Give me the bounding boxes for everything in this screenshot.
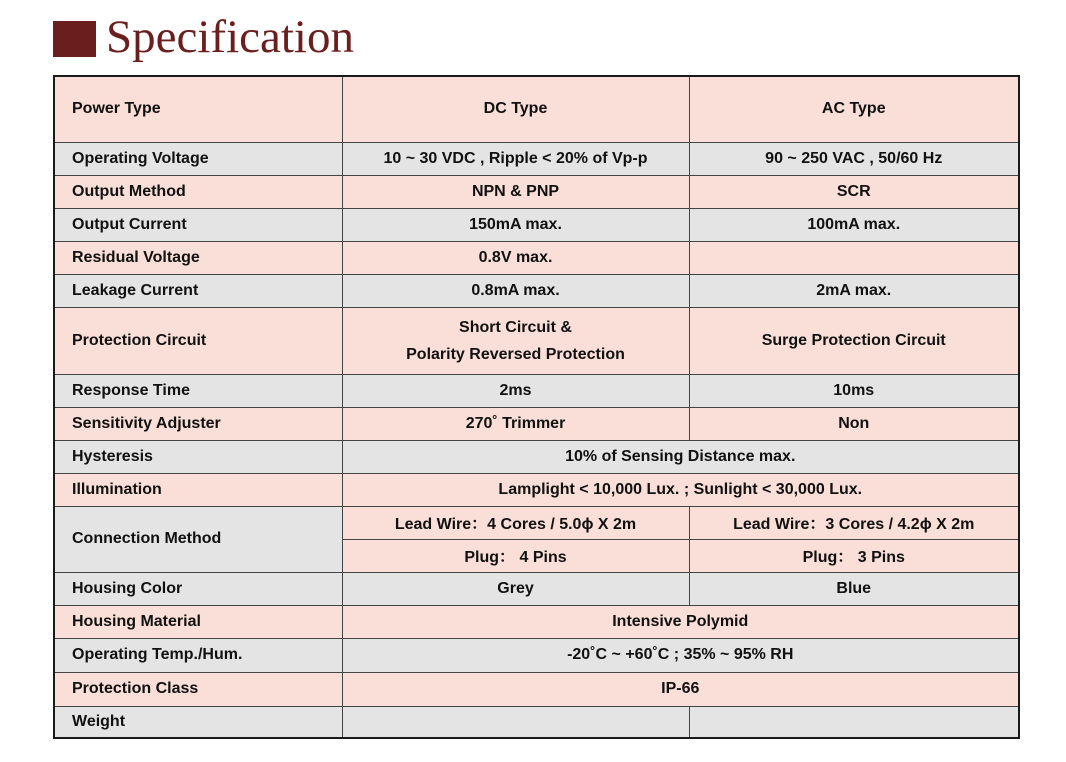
cell-dc: 0.8mA max.	[342, 274, 689, 307]
column-header-dc: DC Type	[342, 76, 689, 142]
row-label: Housing Material	[54, 605, 342, 638]
row-label: Output Current	[54, 208, 342, 241]
cell-dc: 150mA max.	[342, 208, 689, 241]
table-row	[54, 672, 1019, 706]
cell-ac: 10ms	[689, 374, 1019, 407]
specification-table	[53, 75, 1020, 739]
page-header	[53, 6, 354, 68]
column-header-ac: AC Type	[689, 76, 1019, 142]
row-label: Housing Color	[54, 572, 342, 605]
table-row	[54, 407, 1019, 440]
cell-dc: 270˚ Trimmer	[342, 407, 689, 440]
cell-dc: 10 ~ 30 VDC , Ripple < 20% of Vp-p	[342, 142, 689, 175]
cell-ac: 100mA max.	[689, 208, 1019, 241]
table-row	[54, 473, 1019, 506]
cell-ac: 2mA max.	[689, 274, 1019, 307]
row-label: Response Time	[54, 374, 342, 407]
row-label: Connection Method	[54, 506, 342, 572]
cell-merged: Lamplight < 10,000 Lux. ; Sunlight < 30,000 Lux.	[342, 473, 1019, 506]
cell-merged: -20˚C ~ +60˚C ; 35% ~ 95% RH	[342, 638, 1019, 672]
cell-merged: Intensive Polymid	[342, 605, 1019, 638]
cell-dc: Lead Wire：4 Cores / 5.0ϕ X 2m	[342, 506, 689, 539]
row-label: Residual Voltage	[54, 241, 342, 274]
table-row	[54, 76, 1019, 142]
cell-dc: Grey	[342, 572, 689, 605]
table-row	[54, 241, 1019, 274]
row-label: Output Method	[54, 175, 342, 208]
cell-dc-line-1: Short Circuit &	[459, 318, 572, 336]
cell-merged: 10% of Sensing Distance max.	[342, 440, 1019, 473]
table-row	[54, 638, 1019, 672]
table-row	[54, 572, 1019, 605]
row-label: Operating Voltage	[54, 142, 342, 175]
cell-ac: Surge Protection Circuit	[689, 307, 1019, 374]
cell-ac	[689, 706, 1019, 738]
table-row	[54, 374, 1019, 407]
cell-dc: NPN & PNP	[342, 175, 689, 208]
table-row	[54, 142, 1019, 175]
cell-ac: Non	[689, 407, 1019, 440]
cell-ac: SCR	[689, 175, 1019, 208]
cell-ac	[689, 241, 1019, 274]
row-label: Operating Temp./Hum.	[54, 638, 342, 672]
row-label: Protection Circuit	[54, 307, 342, 374]
cell-dc: 0.8V max.	[342, 241, 689, 274]
row-label: Power Type	[54, 76, 342, 142]
page-title: Specification	[106, 10, 354, 63]
table-row	[54, 440, 1019, 473]
table-row	[54, 274, 1019, 307]
cell-merged: IP-66	[342, 672, 1019, 706]
table-row	[54, 706, 1019, 738]
cell-dc-line-2: Polarity Reversed Protection	[406, 345, 625, 363]
table-row	[54, 605, 1019, 638]
cell-ac: Blue	[689, 572, 1019, 605]
cell-dc	[342, 307, 689, 374]
row-label: Protection Class	[54, 672, 342, 706]
cell-dc	[342, 706, 689, 738]
row-label: Hysteresis	[54, 440, 342, 473]
cell-ac: Lead Wire：3 Cores / 4.2ϕ X 2m	[689, 506, 1019, 539]
row-label: Weight	[54, 706, 342, 738]
row-label: Leakage Current	[54, 274, 342, 307]
row-label: Sensitivity Adjuster	[54, 407, 342, 440]
table-row	[54, 307, 1019, 374]
square-bullet-icon	[53, 21, 96, 57]
table-row	[54, 208, 1019, 241]
table-row	[54, 506, 1019, 539]
cell-dc: 2ms	[342, 374, 689, 407]
cell-ac: 90 ~ 250 VAC , 50/60 Hz	[689, 142, 1019, 175]
cell-dc: Plug： 4 Pins	[342, 539, 689, 572]
row-label: Illumination	[54, 473, 342, 506]
table-row	[54, 175, 1019, 208]
cell-ac: Plug： 3 Pins	[689, 539, 1019, 572]
